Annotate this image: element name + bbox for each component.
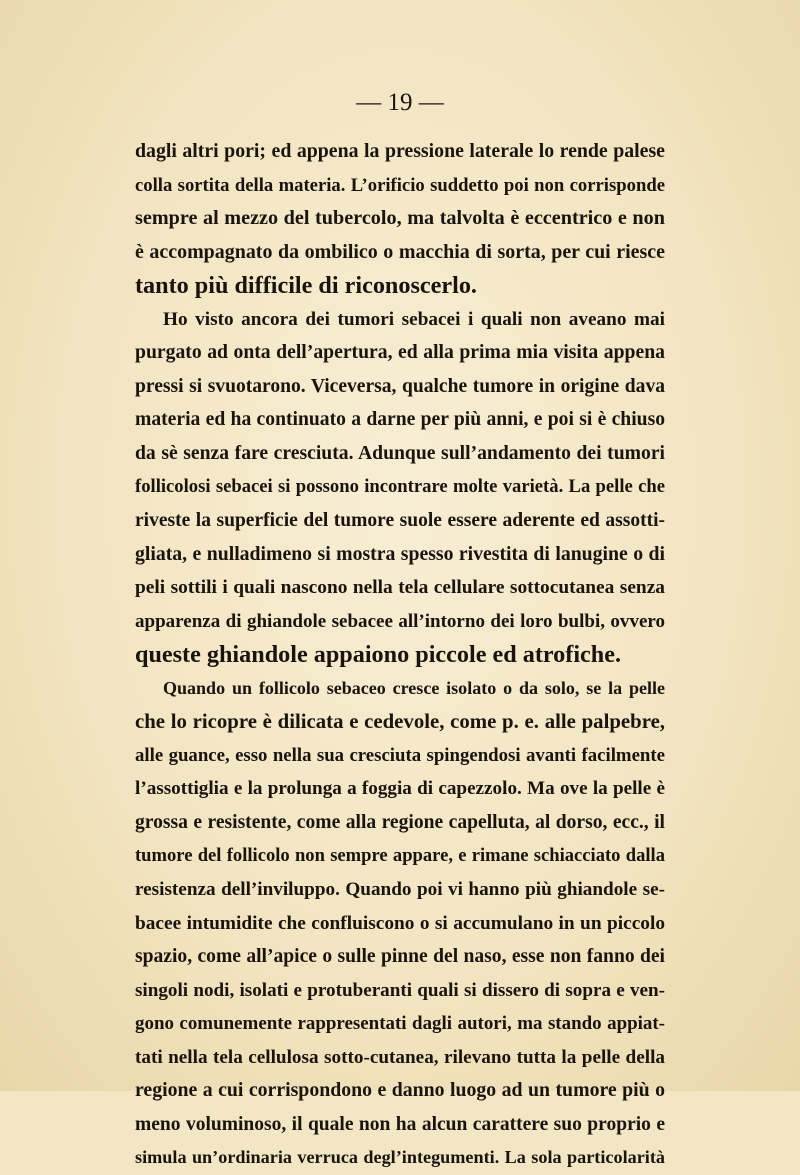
text-line: resistenza dell’inviluppo. Quando poi vi hanno più ghiandole se- [135, 879, 665, 901]
text-line: l’assottiglia e la prolunga a foggia di capezzolo. Ma ove la pelle è [135, 778, 665, 800]
text-line: Ho visto ancora dei tumori sebacei i quali non aveano mai [163, 308, 665, 330]
text-line: pressi si svuotarono. Viceversa, qualche tumore in origine dava [135, 375, 665, 397]
text-line: meno voluminoso, il quale non ha alcun carattere suo proprio e [135, 1113, 665, 1135]
page-number: — 19 — [356, 89, 444, 116]
text-line: bacee intumidite che confluiscono o si accumulano in un piccolo [135, 912, 665, 934]
text-line: gliata, e nulladimeno si mostra spesso rivestita di lanugine o di [135, 542, 665, 565]
text-line: tanto più difficile di riconoscerlo. [135, 272, 477, 300]
text-line: Quando un follicolo sebaceo cresce isolato o da solo, se la pelle [163, 677, 665, 698]
text-line: riveste la superficie del tumore suole essere aderente ed assotti- [135, 510, 665, 532]
text-line: gono comunemente rappresentati dagli autori, ma stando appiat- [135, 1013, 665, 1035]
text-line: purgato ad onta dell’apertura, ed alla prima mia visita appena [135, 341, 665, 364]
text-line: sempre al mezzo del tubercolo, ma talvolta è eccentrico e non [135, 207, 665, 230]
text-line: queste ghiandole appaiono piccole ed atrofiche. [135, 641, 622, 669]
text-line: regione a cui corrispondono e danno luogo ad un tumore più o [135, 1079, 665, 1102]
text-line: colla sortita della materia. L’orificio suddetto poi non corrisponde [135, 174, 665, 196]
text-line: peli sottili i quali nascono nella tela cellulare sottocutanea senza [135, 577, 665, 599]
text-line: follicolosi sebacei si possono incontrare molte varietà. La pelle che [135, 476, 665, 498]
text-line: che lo ricopre è dilicata e cedevole, come p. e. alle palpebre, [135, 709, 665, 734]
text-line: grossa e resistente, come alla regione capelluta, al dorso, ecc., il [135, 811, 665, 833]
body-text [135, 135, 665, 1175]
text-line: materia ed ha continuato a darne per più anni, e poi si è chiuso [135, 409, 665, 431]
text-line: apparenza di ghiandole sebacee all’intorno dei loro bulbi, ovvero [135, 610, 665, 632]
text-line: da sè senza fare cresciuta. Adunque sull’andamento dei tumori [135, 441, 665, 464]
text-line: tati nella tela cellulosa sotto-cutanea, rilevano tutta la pelle della [135, 1046, 665, 1068]
text-line: dagli altri pori; ed appena la pressione laterale lo rende palese [135, 140, 665, 162]
text-line: tumore del follicolo non sempre appare, e rimane schiacciato dalla [135, 845, 665, 867]
text-line: spazio, come all’apice o sulle pinne del naso, esse non fanno dei [135, 946, 665, 968]
text-line: alle guance, esso nella sua cresciuta spingendosi avanti facilmente [135, 744, 665, 766]
text-line: simula un’ordinaria verruca degl’integumenti. La sola particolarità [135, 1147, 665, 1168]
text-line: singoli nodi, isolati e protuberanti quali si dissero di sopra e ven- [135, 979, 665, 1001]
text-line: è accompagnato da ombilico o macchia di sorta, per cui riesce [135, 240, 665, 263]
